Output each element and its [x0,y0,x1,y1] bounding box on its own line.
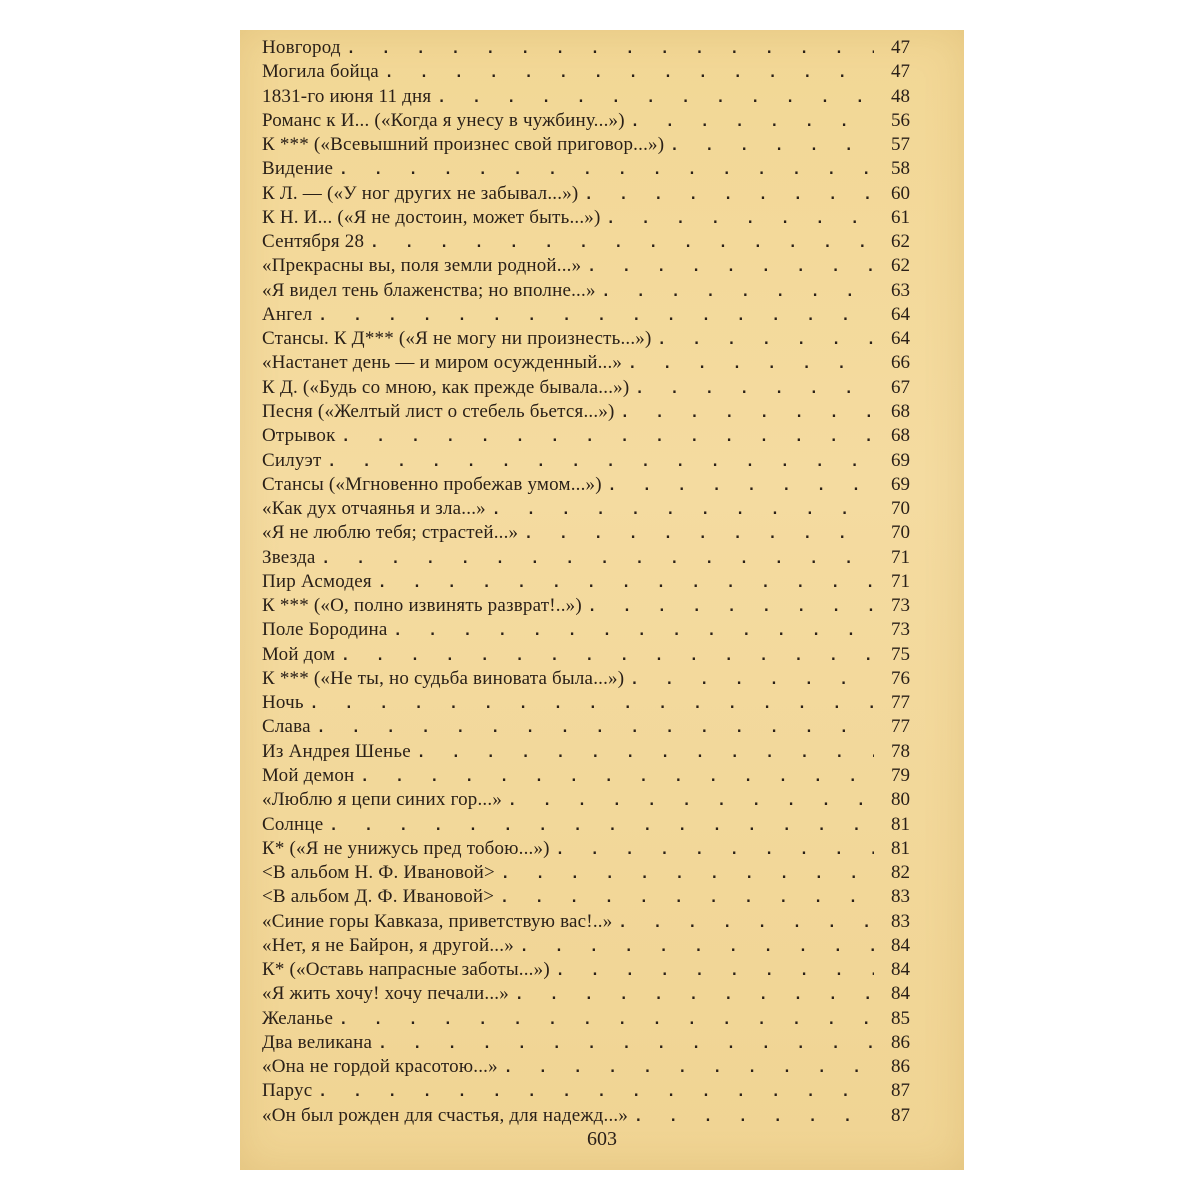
dot-leader [607,207,874,231]
dot-leader [322,547,874,571]
toc-entry-title: Сентября 28 [262,231,365,253]
toc-entry-page: 77 [891,716,910,738]
toc-entry [262,934,910,958]
toc-entry-title: «Люблю я цепи синих гор...» [262,789,503,811]
toc-entry-page: 70 [891,498,910,520]
toc-entry-title: «Нет, я не Байрон, я другой...» [262,934,514,956]
dot-leader [342,425,875,449]
toc-entry-title: К Н. И... («Я не достоин, может быть...») [262,206,601,228]
toc-entry [262,691,910,715]
toc-entry-title: Стансы. К Д*** («Я не могу ни произнесть...») [262,328,652,350]
toc-entry-page: 81 [891,837,910,859]
toc-entry-page: 78 [891,740,910,762]
toc-entry-page: 48 [891,85,910,107]
toc-entry-title: К Л. — («У ног других не забывал...») [262,182,579,204]
dot-leader [385,61,874,85]
toc-entry-page: 56 [891,109,910,131]
toc-entry-title: Ангел [262,303,313,325]
toc-entry [262,109,910,133]
toc-entry-title: 1831-го июня 11 дня [262,85,432,107]
toc-entry-page: 84 [891,934,910,956]
toc-entry-page: 85 [891,1007,910,1029]
toc-entry-title: Слава [262,716,311,738]
toc-entry [262,788,910,812]
toc-entry-title: К *** («Всевышний произнес свой приговор...») [262,134,665,156]
toc-entry-page: 69 [891,449,910,471]
dot-leader [602,280,874,304]
toc-entry-title: Парус [262,1080,313,1102]
dot-leader [628,352,874,376]
toc-entry-title: Мой демон [262,764,355,786]
toc-entry-title: К Д. («Будь со мною, как прежде бывала...») [262,376,630,398]
toc-entry [262,449,910,473]
dot-leader [370,231,874,255]
toc-entry-title: «Я жить хочу! хочу печали...» [262,983,509,1005]
toc-entry [262,715,910,739]
dot-leader [631,110,874,134]
toc-entry [262,327,910,351]
toc-entry-page: 64 [891,303,910,325]
dot-leader [437,86,874,110]
dot-leader [339,1008,874,1032]
dot-leader [508,789,874,813]
toc-entry-page: 86 [891,1056,910,1078]
toc-entry [262,157,910,181]
dot-leader [341,644,874,668]
toc-entry [262,1031,910,1055]
toc-entry [262,206,910,230]
toc-entry-page: 61 [891,206,910,228]
toc-entry [262,1055,910,1079]
dot-leader [621,401,874,425]
dot-leader [327,450,874,474]
toc-entry [262,351,910,375]
toc-entry [262,254,910,278]
toc-entry-page: 68 [891,425,910,447]
toc-entry [262,279,910,303]
dot-leader [588,595,874,619]
toc-entry-page: 75 [891,643,910,665]
dot-leader [417,741,874,765]
toc-entry-title: Звезда [262,546,316,568]
toc-entry-title: К *** («О, полно извинять разврат!..») [262,595,582,617]
toc-entry-title: Ночь [262,692,304,714]
toc-entry [262,546,910,570]
toc-entry-title: «Как дух отчаянья и зла...» [262,498,486,520]
toc-entry-title: Новгород [262,37,341,58]
dot-leader [378,571,874,595]
toc-entry-page: 87 [891,1080,910,1102]
toc-entry [262,521,910,545]
dot-leader [608,474,874,498]
toc-entry-title: <В альбом Д. Ф. Ивановой> [262,886,495,908]
toc-entry [262,885,910,909]
toc-entry-title: Видение [262,158,334,180]
toc-entry [262,982,910,1006]
toc-entry-title: Из Андрея Шенье [262,740,411,762]
toc-entry-page: 81 [891,813,910,835]
toc-entry [262,182,910,206]
toc-entry [262,594,910,618]
toc-entry-page: 62 [891,255,910,277]
toc-entry [262,424,910,448]
toc-entry-page: 63 [891,279,910,301]
toc-entry [262,813,910,837]
toc-entry [262,740,910,764]
book-page [240,30,964,1170]
toc-entry-page: 60 [891,182,910,204]
dot-leader [658,328,874,352]
toc-entry-title: К* («Оставь напрасные заботы...») [262,959,550,981]
toc-entry [262,376,910,400]
toc-entry-page: 87 [891,1104,910,1126]
dot-leader [378,1032,874,1056]
toc-entry [262,473,910,497]
toc-entry-page: 68 [891,400,910,422]
dot-leader [492,498,874,522]
toc-entry-page: 64 [891,328,910,350]
dot-leader [318,1080,874,1104]
toc-entry [262,837,910,861]
toc-entry-title: Поле Бородина [262,619,388,641]
toc-entry-page: 77 [891,692,910,714]
toc-entry-title: Два великана [262,1031,373,1053]
toc-entry-title: «Прекрасны вы, поля земли родной...» [262,255,582,277]
toc-entry-title: Стансы («Мгновенно пробежав умом...») [262,473,602,495]
toc-entry-title: Песня («Желтый лист о стебель бьется...») [262,400,615,422]
toc-entry [262,36,910,60]
toc-entry-page: 83 [891,886,910,908]
toc-entry-page: 84 [891,959,910,981]
dot-leader [339,158,874,182]
toc-entry-page: 80 [891,789,910,811]
toc-entry [262,667,910,691]
toc-entry-title: «Он был рожден для счастья, для надежд...» [262,1104,629,1126]
dot-leader [318,304,874,328]
toc-entry [262,1007,910,1031]
toc-entry-page: 86 [891,1031,910,1053]
toc-entry [262,85,910,109]
toc-entry [262,230,910,254]
dot-leader [587,255,874,279]
toc-entry-page: 79 [891,764,910,786]
toc-entry-page: 62 [891,231,910,253]
dot-leader [317,716,874,740]
toc-entry-title: Силуэт [262,449,322,471]
dot-leader [635,377,874,401]
toc-entry-page: 69 [891,473,910,495]
dot-leader [630,668,874,692]
toc-entry-page: 47 [891,61,910,83]
toc-entry-page: 82 [891,862,910,884]
toc-entry [262,303,910,327]
toc-entry-page: 73 [891,619,910,641]
toc-entry-title: Романс к И... («Когда я унесу в чужбину...») [262,109,625,131]
toc-entry-title: К* («Я не унижусь пред тобою...») [262,837,550,859]
dot-leader [556,838,874,862]
toc-entry-page: 73 [891,595,910,617]
toc-entry-page: 71 [891,546,910,568]
toc-entry-title: <В альбом Н. Ф. Ивановой> [262,862,495,884]
toc-entry-title: «Настанет день — и миром осужденный...» [262,352,623,374]
toc-entry-title: Отрывок [262,425,336,447]
toc-entry [262,60,910,84]
toc-entry [262,133,910,157]
toc-entry [262,1104,910,1128]
dot-leader [634,1105,874,1129]
toc-entry [262,910,910,934]
toc-entry-page: 84 [891,983,910,1005]
toc-entry-title: К *** («Не ты, но судьба виновата была...») [262,667,625,689]
toc-entry [262,400,910,424]
toc-entry [262,764,910,788]
dot-leader [520,935,874,959]
dot-leader [501,862,874,886]
dot-leader [556,959,874,983]
toc-entry-title: «Я видел тень блаженства; но вполне...» [262,279,596,301]
dot-leader [584,183,874,207]
dot-leader [394,619,874,643]
toc-entry-title: Мой дом [262,643,336,665]
toc-entry-title: «Я не люблю тебя; страстей...» [262,522,519,544]
dot-leader [515,983,874,1007]
toc-entry [262,643,910,667]
toc-entry-title: «Она не гордой красотою...» [262,1056,498,1078]
dot-leader [618,911,874,935]
toc-entry-title: Пир Асмодея [262,570,372,592]
toc-entry-page: 71 [891,570,910,592]
toc-entry-page: 83 [891,910,910,932]
dot-leader [504,1056,874,1080]
dot-leader [310,692,874,716]
dot-leader [670,134,874,158]
toc-entry-page: 66 [891,352,910,374]
dot-leader [524,522,874,546]
toc-entry [262,570,910,594]
toc-entry [262,618,910,642]
toc-entry [262,958,910,982]
toc-entry [262,861,910,885]
toc-entry-page: 70 [891,522,910,544]
dot-leader [500,886,874,910]
toc-entry-page: 47 [891,37,910,58]
dot-leader [347,37,874,61]
toc-entry-page: 76 [891,667,910,689]
toc-entry-page: 67 [891,376,910,398]
page-number: 603 [587,1128,617,1150]
toc-entry [262,497,910,521]
dot-leader [360,765,874,789]
table-of-contents [262,36,910,1128]
toc-entry-page: 58 [891,158,910,180]
toc-entry-title: «Синие горы Кавказа, приветствую вас!..» [262,910,613,932]
toc-entry-title: Солнце [262,813,324,835]
toc-entry-title: Могила бойца [262,61,379,83]
toc-entry [262,1079,910,1103]
toc-entry-page: 57 [891,134,910,156]
dot-leader [329,814,874,838]
toc-entry-title: Желанье [262,1007,334,1029]
